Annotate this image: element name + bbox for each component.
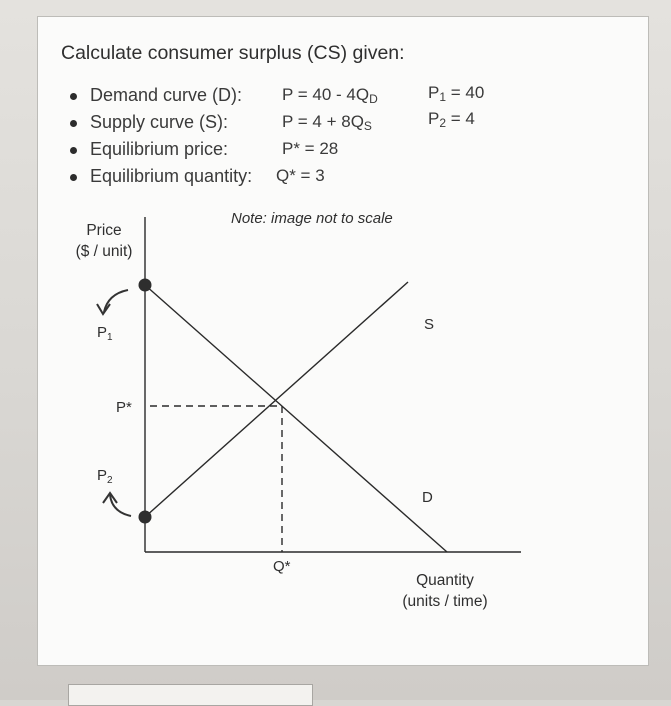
given-label: Equilibrium price: <box>90 139 229 159</box>
equation-subscript: D <box>369 92 378 106</box>
pval-rest: = 40 <box>446 83 485 102</box>
equation-subscript: S <box>363 119 372 133</box>
p2-intercept-dot <box>139 511 152 524</box>
x-axis-title-line1: Quantity <box>416 572 474 589</box>
pval-subscript: 1 <box>439 90 447 104</box>
equation-text: P* = 28 <box>282 139 339 158</box>
given-label: Equilibrium quantity: <box>90 166 253 186</box>
given-label: Supply curve (S): <box>90 112 229 132</box>
pval-prefix: P <box>428 109 440 128</box>
p1-label-subscript: 1 <box>107 332 113 343</box>
p2-label-subscript: 2 <box>107 475 113 486</box>
pstar-label: P* <box>116 399 132 416</box>
answer-input[interactable] <box>68 684 313 706</box>
pval-rest: = 4 <box>446 109 475 128</box>
equation-text: Q* = 3 <box>276 166 325 185</box>
given-label: Demand curve (D): <box>90 85 243 105</box>
y-axis-title-line1: Price <box>86 222 122 239</box>
question-heading: Calculate consumer surplus (CS) given: <box>61 42 405 64</box>
p1-intercept-dot <box>139 279 152 292</box>
p1-label <box>97 324 113 341</box>
x-axis-title <box>390 570 500 612</box>
demand-curve-label: D <box>422 489 433 506</box>
p1-arrowhead-icon <box>97 304 110 314</box>
x-axis-title-line2: (units / time) <box>402 593 488 610</box>
supply-curve-label: S <box>424 316 435 333</box>
qstar-label: Q* <box>273 558 291 575</box>
demand-curve <box>145 285 447 552</box>
p2-label-letter: P <box>97 467 108 484</box>
p1-label-letter: P <box>97 324 108 341</box>
pval-prefix: P <box>428 83 440 102</box>
pval-subscript: 2 <box>439 116 447 130</box>
y-axis-title-line2: ($ / unit) <box>75 243 133 260</box>
p2-label <box>97 467 113 484</box>
equation-text: P = 40 - 4Q <box>282 85 370 104</box>
diagram-note: Note: image not to scale <box>231 210 393 227</box>
equation-text: P = 4 + 8Q <box>282 112 364 131</box>
